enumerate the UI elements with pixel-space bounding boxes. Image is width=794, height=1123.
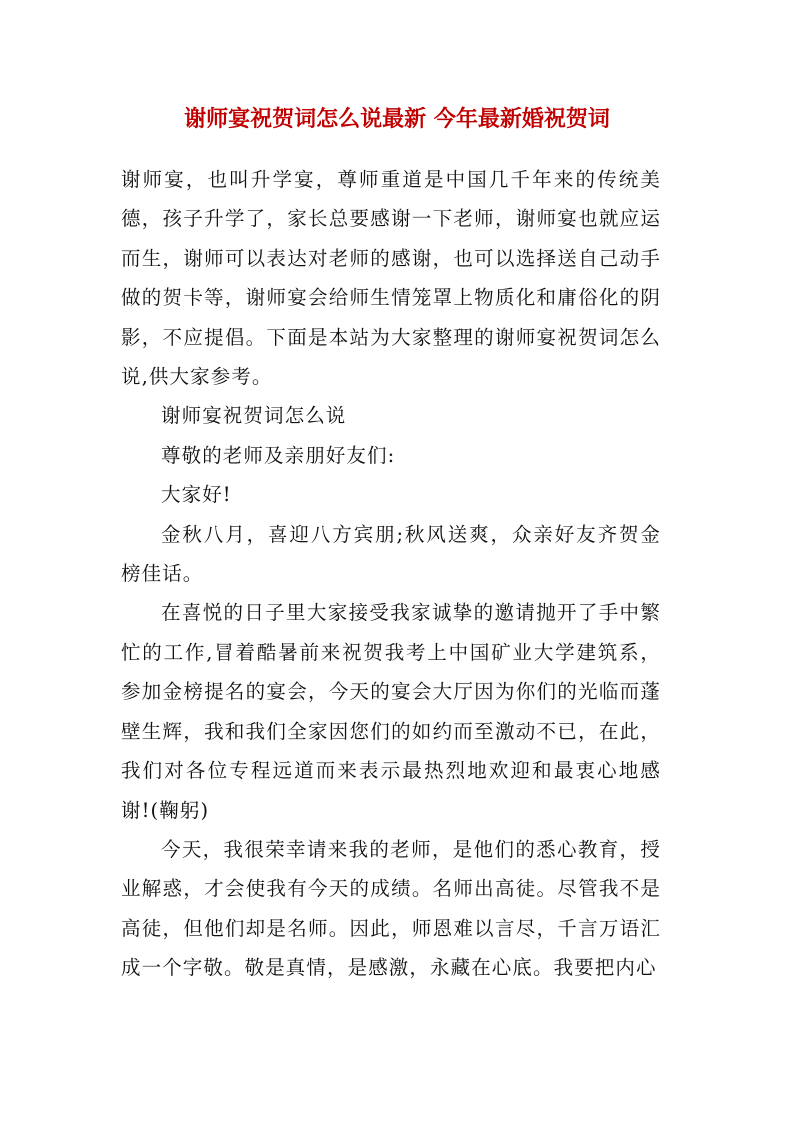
document-body bbox=[121, 160, 661, 988]
paragraph-salutation: 尊敬的老师及亲朋好友们: bbox=[161, 443, 396, 467]
paragraph-subheading: 谢师宴祝贺词怎么说 bbox=[161, 404, 347, 428]
paragraph-thanks: 在喜悦的日子里大家接受我家诚挚的邀请抛开了手中繁忙的工作,冒着酷暑前来祝贺我考上中国矿业大学建筑系，参加金榜提名的宴会，今天的宴会大厅因为你们的光临而蓬壁生辉，我和我们全家因您们的如约而至激动不已，在此，我们对各位专程远道而来表示最热烈地欢迎和最衷心地感谢!(鞠躬) bbox=[121, 601, 661, 822]
paragraph-autumn: 金秋八月，喜迎八方宾朋;秋风送爽，众亲好友齐贺金榜佳话。 bbox=[121, 522, 661, 586]
paragraph-intro: 谢师宴，也叫升学宴，尊师重道是中国几千年来的传统美德，孩子升学了，家长总要感谢一下老师，谢师宴也就应运而生，谢师可以表达对老师的感谢，也可以选择送自己动手做的贺卡等，谢师宴会给师生情笼罩上物质化和庸俗化的阴影，不应提倡。下面是本站为大家整理的谢师宴祝贺词怎么说,供大家参考。 bbox=[121, 168, 661, 389]
paragraph-teachers: 今天，我很荣幸请来我的老师，是他们的悉心教育，授业解惑，才会使我有今天的成绩。名师出高徒。尽管我不是高徒，但他们却是名师。因此，师恩难以言尽，千言万语汇成一个字敬。敬是真情，是感激，永藏在心底。我要把内心 bbox=[121, 837, 661, 980]
paragraph-greeting: 大家好! bbox=[161, 483, 232, 507]
document-title: 谢师宴祝贺词怎么说最新 今年最新婚祝贺词 bbox=[184, 106, 610, 132]
